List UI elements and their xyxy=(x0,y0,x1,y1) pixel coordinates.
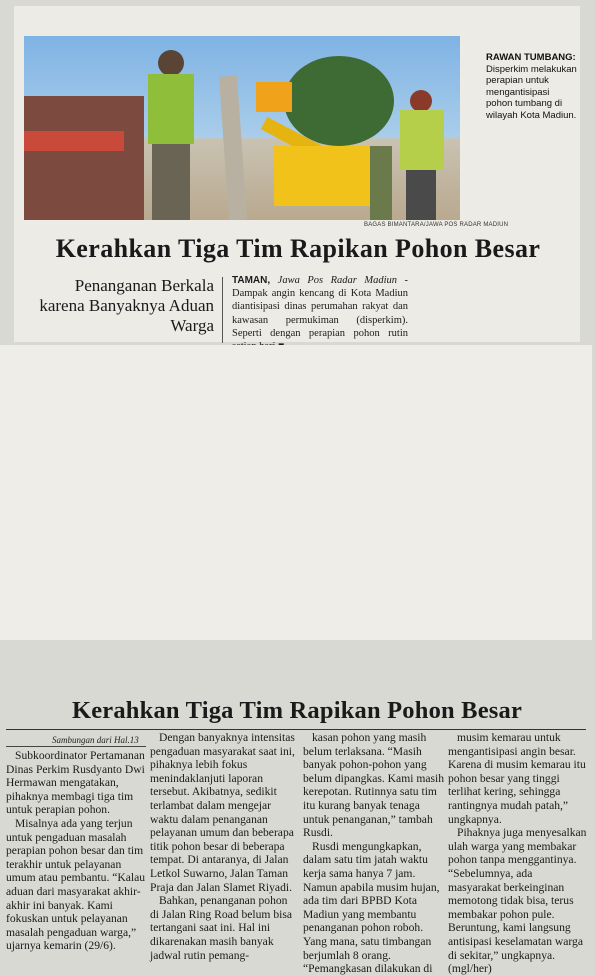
photo-caption xyxy=(486,52,578,121)
photo-building-sign xyxy=(24,131,124,151)
photo-worker xyxy=(396,90,446,220)
photo-building xyxy=(24,96,144,220)
lead-body: - Dampak angin kencang di Kota Madiun diantisipasi dinas perumahan rakyat dan kawasan permukiman (disperkim). Seperti dengan perapian pohon rutin xyxy=(232,275,409,339)
headline-rule xyxy=(6,729,586,730)
article-column-2 xyxy=(150,731,298,962)
news-clip-continued xyxy=(0,345,592,976)
column-divider xyxy=(222,277,223,343)
article-paragraph: musim kemarau untuk mengantisipasi angin besar. Karena di musim kemarau itu pohon besar yang tinggi terlihat kering, sehingga rantingnya mudah patah,” ungkapnya. xyxy=(448,731,586,826)
photo-pole xyxy=(219,76,247,220)
headline: Kerahkan Tiga Tim Rapikan Pohon Besar xyxy=(71,697,523,724)
article-paragraph: Misalnya ada yang terjun untuk pengaduan masalah perapian pohon besar dan tim terakhir untuk pelayanan umum atau pembantu. “Kalau aduan dari masyarakat akhir-akhir ini banyak. Kami fokuskan untuk pelayanan masalah pengaduan warga,” ujarnya kemarin (29/6). xyxy=(6,816,146,953)
source-name: Jawa Pos Radar Madiun xyxy=(277,275,398,286)
dateline: TAMAN, xyxy=(232,275,271,286)
caption-title: RAWAN TUMBANG: xyxy=(486,52,576,63)
photo-truck xyxy=(274,146,384,206)
photo-crane-bucket xyxy=(256,82,292,112)
photo-worker xyxy=(142,50,198,220)
article-paragraph: Dengan banyaknya intensitas pengaduan masyarakat saat ini, pihaknya lebih fokus menindaklanjuti laporan tersebut. Akibatnya, sedikit terlambat dalam mengejar waktu dalam penanganan pelayanan umum dan beberapa titik pohon besar di beberapa tempat. Di antaranya, di Jalan Letkol Suwarno, Jalan Taman Praja dan Jalan Slamet Riyadi. xyxy=(150,731,295,894)
photo-credit: BAGAS BIMANTARA/JAWA POS RADAR MADIUN xyxy=(364,222,509,228)
article-paragraph: Rusdi mengungkapkan, dalam satu tim jatah waktu kerja sama hanya 7 jam. Namun apabila musim hujan, ada tim dari BPBD Kota Madiun yang membantu penanganan pohon roboh. Yang mana, satu timbangan berjumlah 8 orang. “Pemangkasan dilakukan di xyxy=(303,839,440,976)
continued-rule xyxy=(6,746,146,747)
news-photo xyxy=(24,36,460,220)
news-clip-front xyxy=(14,6,580,342)
article-paragraph: Subkoordinator Pertamanan Dinas Perkim Rusdyanto Dwi Hermawan mengatakan, pihaknya membagi tiga tim untuk perapian pohon. xyxy=(6,749,145,817)
article-column-3 xyxy=(303,731,445,976)
article-paragraph: Pihaknya juga menyesalkan ulah warga yang membakar pohon tanpa menggantinya. “Sebelumnya, ada masyarakat berkeinginan memotong tidak bisa, terus membakar pohon pule. Beruntung, kami langsung antisipasi keselamatan warga di sekitar,” ungkapnya. (mgl/her) xyxy=(448,826,587,976)
article-paragraph: Bahkan, penanganan pohon di Jalan Ring Road belum bisa tertangani saat ini. Hal ini dikarenakan masih banyak jadwal rutin pemang- xyxy=(150,894,293,962)
headline: Kerahkan Tiga Tim Rapikan Pohon Besar xyxy=(55,234,541,263)
photo-worker xyxy=(370,146,392,220)
photo-tree xyxy=(284,56,394,146)
article-paragraph: kasan pohon yang masih belum terlaksana. “Masih banyak pohon-pohon yang belum dipangkas. Kami masih kerepotan. Rutinnya satu tim itu kurang banyak tenaga untuk penanganan,” tambah Rusdi. xyxy=(303,731,445,840)
article-column-4 xyxy=(448,731,588,976)
caption-text: Disperkim melakukan perapian untuk mengantisipasi pohon tumbang di wilayah Kota Madiun. xyxy=(486,63,577,121)
article-column-1 xyxy=(6,749,146,953)
subheadline: Penanganan Berkala karena Banyaknya Aduan Warga xyxy=(39,276,214,335)
continued-from: Sambungan dari Hal.13 xyxy=(52,735,139,745)
